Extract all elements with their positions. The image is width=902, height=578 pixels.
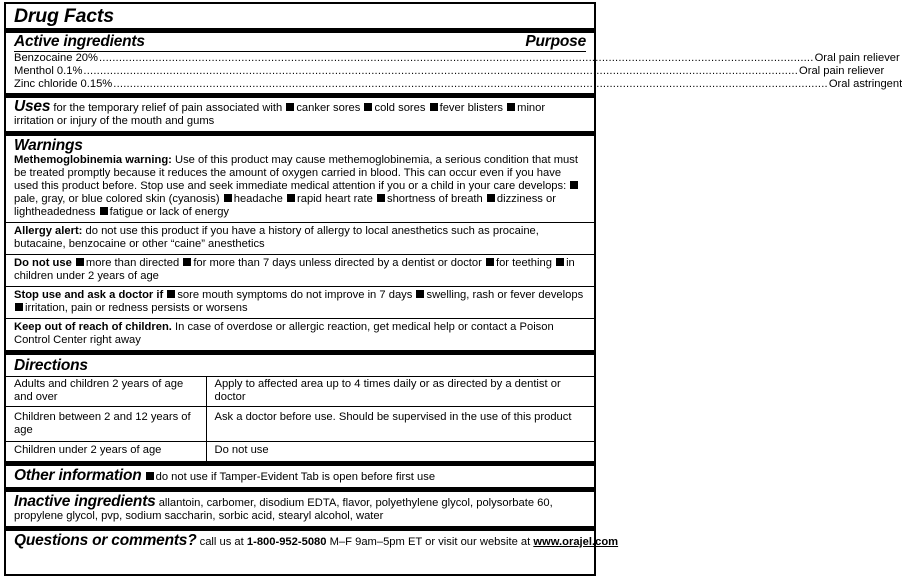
active-ingredient-row xyxy=(6,78,902,91)
bullet-icon xyxy=(487,194,495,202)
warnings-section xyxy=(6,136,594,355)
stop-use-warning xyxy=(6,286,594,318)
directions-table xyxy=(6,376,594,461)
symptom-item: pale, gray, or blue colored skin (cyanosis) xyxy=(14,193,220,205)
bullet-icon xyxy=(507,103,515,111)
title-section xyxy=(6,4,594,33)
questions-heading: Questions or comments? xyxy=(14,532,197,549)
table-row xyxy=(6,442,594,462)
allergy-alert-label: Allergy alert: xyxy=(14,225,83,237)
bullet-icon xyxy=(167,290,175,298)
website-link[interactable]: www.orajel.com xyxy=(533,536,619,548)
allergy-alert-text: do not use this product if you have a history of allergy to local anesthetics such as procaine, butacaine, benzocaine or other “caine” anesthetics xyxy=(14,225,539,250)
questions-section xyxy=(6,531,619,551)
keep-out-text: In case of overdose or allergic reaction, get medical help or contact a Poison Control Center right away xyxy=(14,321,554,346)
other-information-heading: Other information xyxy=(14,467,142,484)
stop-use-label: Stop use and ask a doctor if xyxy=(14,289,164,301)
use-item: canker sores xyxy=(296,102,361,114)
purpose-heading: Purpose xyxy=(525,33,586,50)
phone-number[interactable]: 1-800-952-5080 xyxy=(246,536,327,548)
bullet-icon xyxy=(377,194,385,202)
uses-section xyxy=(6,98,594,136)
ingredient-purpose: Oral astringent xyxy=(828,78,902,90)
drug-facts-label xyxy=(4,2,902,576)
bullet-icon xyxy=(224,194,232,202)
inactive-ingredients-text: allantoin, carbomer, disodium EDTA, flavor, polyethylene glycol, polysorbate 60, propylene glycol, pvp, sodium saccharin, sorbic acid, stearyl alcohol, water xyxy=(14,497,553,522)
questions-hours: M–F 9am–5pm ET or visit our website at xyxy=(329,536,531,548)
methemoglobinemia-warning xyxy=(6,154,594,222)
symptom-item: dizziness or lightheadedness xyxy=(14,193,556,218)
symptom-item: fatigue or lack of energy xyxy=(109,206,230,218)
warnings-heading: Warnings xyxy=(14,137,83,154)
symptom-item: headache xyxy=(233,193,283,205)
ingredient-purpose: Oral pain reliever xyxy=(799,65,885,77)
do-not-use-item: more than directed xyxy=(85,257,180,269)
bullet-icon xyxy=(486,258,494,266)
table-row xyxy=(6,407,594,442)
directions-what: Do not use xyxy=(206,442,594,462)
stop-use-item: irritation, pain or redness persists or worsens xyxy=(25,302,248,314)
bullet-icon xyxy=(430,103,438,111)
ingredient-purpose: Oral pain reliever xyxy=(814,52,900,64)
keep-out-label: Keep out of reach of children. xyxy=(14,321,172,333)
do-not-use-item: for teething xyxy=(495,257,552,269)
do-not-use-item: for more than 7 days unless directed by a dentist or doctor xyxy=(193,257,482,269)
uses-intro: for the temporary relief of pain associated with xyxy=(53,102,283,114)
directions-who: Children under 2 years of age xyxy=(6,442,206,462)
ingredient-name: Zinc chloride 0.15% xyxy=(14,78,113,90)
active-ingredients-header xyxy=(14,33,586,52)
bullet-icon xyxy=(556,258,564,266)
uses-heading: Uses xyxy=(14,98,51,115)
active-ingredient-row xyxy=(6,52,900,65)
use-item: fever blisters xyxy=(439,102,504,114)
bullet-icon xyxy=(146,472,154,480)
directions-who: Adults and children 2 years of age and over xyxy=(6,377,206,407)
table-row xyxy=(6,377,594,407)
bullet-icon xyxy=(286,103,294,111)
directions-who: Children between 2 and 12 years of age xyxy=(6,407,206,442)
use-item: minor irritation or injury of the mouth and gums xyxy=(14,102,546,127)
inactive-ingredients-section xyxy=(6,492,594,531)
directions-section xyxy=(6,355,594,466)
directions-what: Ask a doctor before use. Should be supervised in the use of this product xyxy=(206,407,594,442)
bullet-icon xyxy=(364,103,372,111)
symptom-item: shortness of breath xyxy=(386,193,483,205)
directions-heading: Directions xyxy=(14,357,88,374)
bullet-icon xyxy=(76,258,84,266)
methemoglobinemia-text: Use of this product may cause methemoglobinemia, a serious condition that must be treated promptly because it reduces the amount of oxygen carried in blood. This can occur even if you have used this product before. Stop use and seek immediate medical attention if you or a child in your care develops: xyxy=(14,154,578,192)
ingredient-name: Menthol 0.1% xyxy=(14,65,83,77)
bullet-icon xyxy=(15,303,23,311)
other-information-text: do not use if Tamper-Evident Tab is open before first use xyxy=(155,471,436,483)
use-item: cold sores xyxy=(374,102,426,114)
active-ingredients-heading: Active ingredients xyxy=(14,33,145,50)
bullet-icon xyxy=(100,207,108,215)
ingredient-name: Benzocaine 20% xyxy=(14,52,98,64)
do-not-use-warning xyxy=(6,254,594,286)
bullet-icon xyxy=(416,290,424,298)
do-not-use-label: Do not use xyxy=(14,257,72,269)
bullet-icon xyxy=(183,258,191,266)
symptom-item: rapid heart rate xyxy=(297,193,373,205)
stop-use-item: sore mouth symptoms do not improve in 7 days xyxy=(177,289,413,301)
active-ingredients-section xyxy=(6,33,902,98)
keep-out-of-reach-warning xyxy=(6,318,594,350)
other-information-section xyxy=(6,466,594,492)
do-not-use-item: in children under 2 years of age xyxy=(14,257,575,282)
bullet-icon xyxy=(570,181,578,189)
directions-what: Apply to affected area up to 4 times daily or as directed by a dentist or doctor xyxy=(206,377,594,407)
inactive-ingredients-heading: Inactive ingredients xyxy=(14,493,156,510)
questions-pre: call us at xyxy=(199,536,244,548)
bullet-icon xyxy=(287,194,295,202)
allergy-alert xyxy=(6,222,594,254)
methemoglobinemia-label: Methemoglobinemia warning: xyxy=(14,154,172,166)
active-ingredient-row xyxy=(6,65,885,78)
page-title: Drug Facts xyxy=(14,5,114,27)
stop-use-item: swelling, rash or fever develops xyxy=(426,289,584,301)
